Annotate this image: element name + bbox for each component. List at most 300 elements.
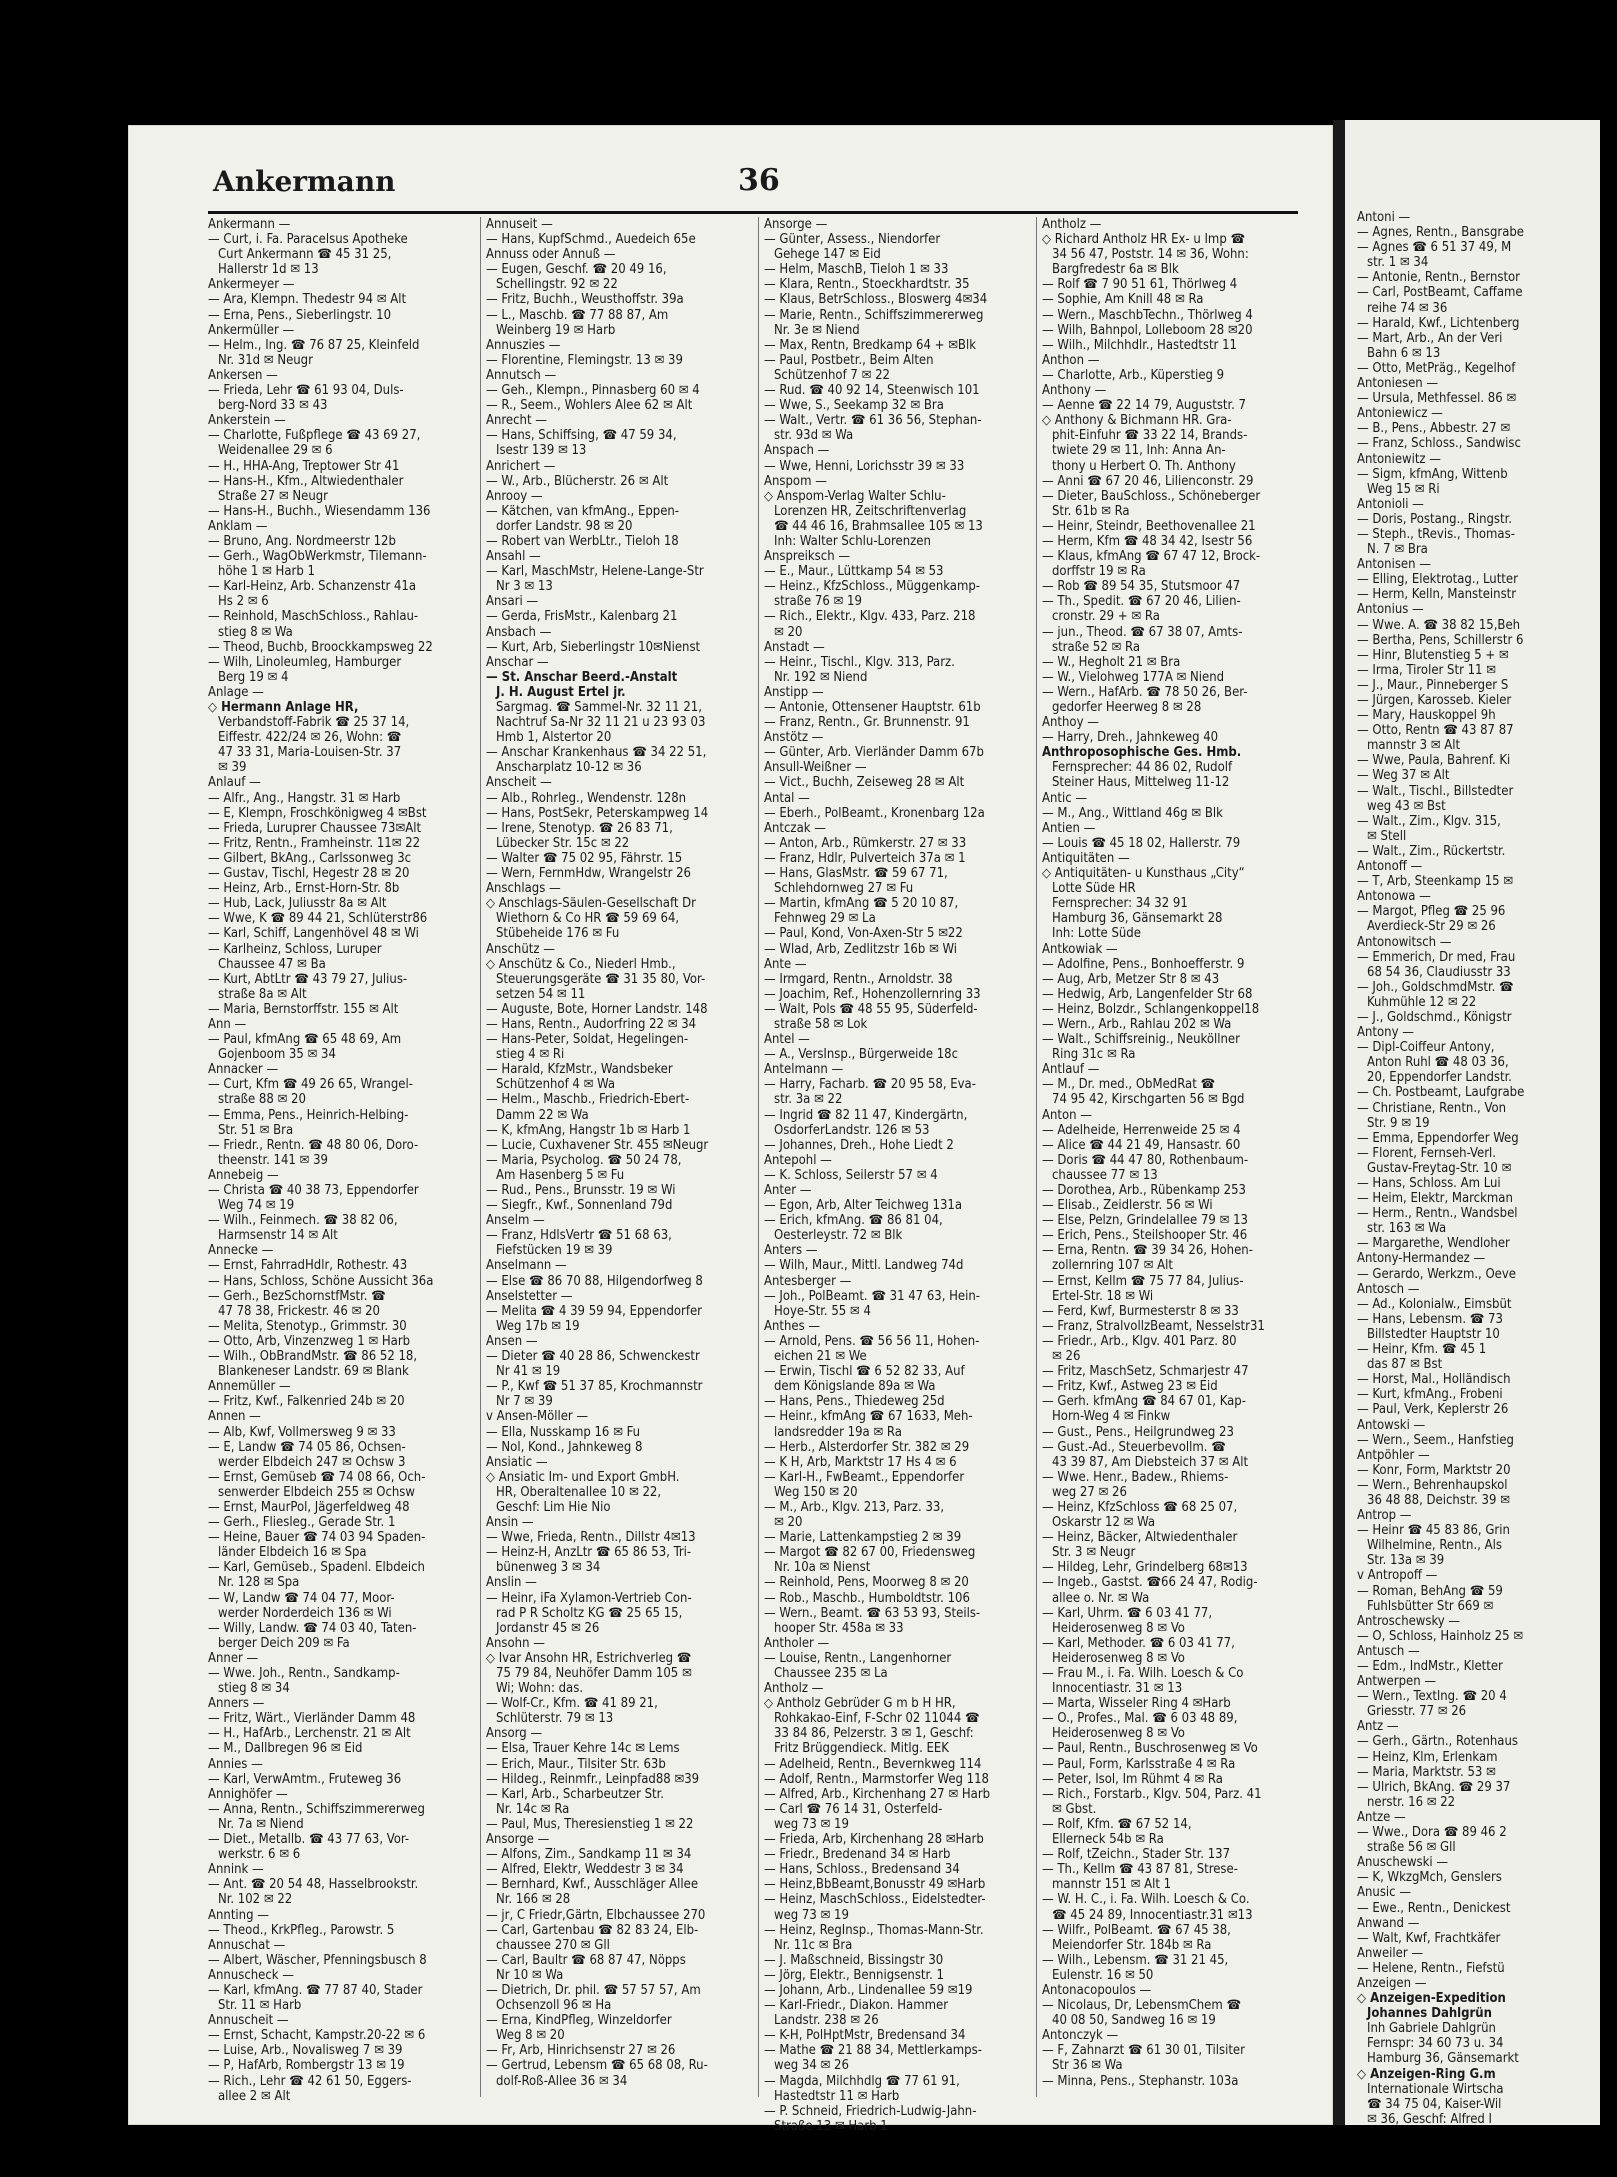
- directory-entry-line: Oesterleystr. 72 ✉ Blk: [774, 1228, 903, 1244]
- directory-entry-line: — Paul, Form, Karlsstraße 4 ✉ Ra: [1042, 1756, 1236, 1772]
- directory-entry-line: Antlauf —: [1042, 1062, 1100, 1078]
- directory-entry-line: — Wwe, K ☎ 89 44 21, Schlüterstr86: [208, 911, 428, 927]
- directory-entry-line: ✉ 20: [774, 1515, 803, 1531]
- directory-entry-line: — Karl, MaschMstr, Helene-Lange-Str: [486, 564, 704, 580]
- directory-entry-line: Anzeigen —: [1357, 1975, 1427, 1991]
- directory-entry-line: — Marie, Lattenkampstieg 2 ✉ 39: [764, 1530, 962, 1546]
- directory-entry-line: Straße 27 ✉ Neugr: [218, 488, 328, 504]
- directory-entry-line: Ann —: [208, 1016, 247, 1032]
- directory-entry-line: — Fritz, MaschSetz, Schmarjestr 47: [1042, 1364, 1249, 1380]
- directory-entry-line: ☎ 44 46 16, Brahmsallee 105 ✉ 13: [774, 518, 983, 534]
- directory-entry-line: — Dietrich, Dr. phil. ☎ 57 57 57, Am: [486, 1982, 701, 1998]
- directory-entry-line: — Reinhold, MaschSchloss., Rahlau-: [208, 609, 419, 625]
- directory-entry-line: — Wern., Arb., Rahlau 202 ✉ Wa: [1042, 1016, 1232, 1032]
- directory-entry-line: Johannes Dahlgrün: [1367, 2006, 1492, 2022]
- directory-entry-line: — Magda, Milchhdlg ☎ 77 61 91,: [764, 2073, 960, 2089]
- directory-entry-line: — Roman, BehAng ☎ 59: [1357, 1583, 1503, 1599]
- directory-entry-line: Str. 51 ✉ Bra: [218, 1122, 294, 1138]
- directory-entry-line: Weinberg 19 ✉ Harb: [496, 322, 616, 338]
- directory-entry-line: — Joachim, Ref., Hohenzollernring 33: [764, 986, 981, 1002]
- directory-column-4: [1042, 217, 1308, 2097]
- directory-entry-line: 36 48 88, Deichstr. 39 ✉: [1367, 1492, 1510, 1508]
- directory-entry-line: — Ch. Postbeamt, Laufgrabe: [1357, 1085, 1525, 1101]
- directory-entry-line: — Else, Pelzn, Grindelallee 79 ✉ 13: [1042, 1213, 1248, 1229]
- directory-entry-line: — Hans, Lebensm. ☎ 73: [1357, 1311, 1503, 1327]
- directory-entry-line: — Ant. ☎ 20 54 48, Hasselbrookstr.: [208, 1877, 419, 1893]
- column-divider: [480, 217, 481, 2097]
- directory-entry-line: — Christiane, Rentn., Von: [1357, 1100, 1507, 1116]
- directory-entry-line: — Sophie, Am Knill 48 ✉ Ra: [1042, 292, 1204, 308]
- directory-entry-line: — H., HHA-Ang, Treptower Str 41: [208, 458, 400, 474]
- directory-entry-line: berger Deich 209 ✉ Fa: [218, 1635, 350, 1651]
- directory-entry-line: — Rolf ☎ 7 90 51 61, Thörlweg 4: [1042, 277, 1238, 293]
- directory-entry-line: — Heinz, MaschSchloss., Eidelstedter-: [764, 1892, 986, 1908]
- directory-entry-line: — Erna, Rentn. ☎ 39 34 26, Hohen-: [1042, 1243, 1253, 1259]
- directory-entry-line: straße 88 ✉ 20: [218, 1092, 306, 1108]
- directory-entry-line: Nr 10 ✉ Wa: [496, 1967, 564, 1983]
- directory-entry-line: — Ursula, Methfessel. 86 ✉: [1357, 391, 1517, 407]
- directory-entry-line: — Hans-H., Kfm., Altwiedenthaler: [208, 473, 404, 489]
- directory-entry-line: — Gilbert, BkAng., Carlssonweg 3c: [208, 850, 412, 866]
- directory-entry-line: Ansen —: [486, 1333, 538, 1349]
- directory-entry-line: Str. 9 ✉ 19: [1367, 1115, 1430, 1131]
- directory-entry-line: Antiquitäten —: [1042, 850, 1130, 866]
- directory-entry-line: — Wwe. Joh., Rentn., Sandkamp-: [208, 1666, 400, 1681]
- directory-entry-line: Fuhlsbütter Str 669 ✉: [1367, 1598, 1494, 1614]
- directory-entry-line: — Heinz, Arb., Ernst-Horn-Str. 8b: [208, 881, 400, 897]
- directory-entry-line: — Alb., Rohrleg., Wendenstr. 128n: [486, 790, 687, 806]
- directory-entry-line: Straße 13 ✉ Harb 1: [774, 2118, 888, 2134]
- directory-entry-line: Ankermüller —: [208, 322, 295, 338]
- directory-entry-line: — Heinz, Bäcker, Altwiedenthaler: [1042, 1530, 1238, 1546]
- directory-entry-line: ◇ Ansiatic Im- und Export GmbH.: [486, 1469, 680, 1485]
- directory-entry-line: — Marie, Rentn., Schiffszimmererweg: [764, 307, 984, 323]
- directory-entry-line: Weg 17b ✉ 19: [496, 1318, 580, 1334]
- directory-entry-line: — Agnes ☎ 6 51 37 49, M: [1357, 240, 1512, 256]
- directory-entry-line: — Frieda, Arb, Kirchenhang 28 ✉Harb: [764, 1832, 984, 1848]
- directory-entry-line: ✉ Gbst.: [1052, 1801, 1097, 1817]
- directory-entry-line: v Antropoff —: [1357, 1568, 1438, 1584]
- directory-entry-line: — Alfr., Ang., Hangstr. 31 ✉ Harb: [208, 790, 401, 806]
- directory-entry-line: dorfer Landstr. 98 ✉ 20: [496, 518, 633, 534]
- directory-entry-line: Ansull-Weißner —: [764, 760, 867, 776]
- directory-entry-line: Lorenzen HR, Zeitschriftenverlag: [774, 503, 967, 519]
- directory-entry-line: — Paul, kfmAng ☎ 65 48 69, Am: [208, 1032, 402, 1048]
- directory-entry-line: — Karl, Gemüseb., Spadenl. Elbdeich: [208, 1560, 425, 1576]
- directory-entry-line: Annuss oder Annuß —: [486, 247, 616, 263]
- directory-entry-line: — Louise, Rentn., Langenhorner: [764, 1650, 952, 1666]
- directory-entry-line: 47 78 38, Frickestr. 46 ✉ 20: [218, 1303, 380, 1319]
- directory-entry-line: setzen 54 ✉ 11: [496, 986, 586, 1002]
- directory-entry-line: Antwerpen —: [1357, 1674, 1437, 1690]
- directory-entry-line: — Heinr, Kfm. ☎ 45 1: [1357, 1342, 1487, 1358]
- directory-entry-line: — Wwe. Henr., Badew., Rhiems-: [1042, 1469, 1229, 1485]
- directory-entry-line: — Eugen, Geschf. ☎ 20 49 16,: [486, 262, 667, 278]
- directory-entry-line: 20, Eppendorfer Landstr.: [1367, 1070, 1512, 1086]
- directory-entry-line: — Erich, Pens., Steilshooper Str. 46: [1042, 1228, 1248, 1244]
- directory-entry-line: straße 8a ✉ Alt: [218, 986, 307, 1002]
- directory-entry-line: — Nicolaus, Dr, LebensmChem ☎: [1042, 1998, 1242, 2014]
- directory-entry-line: Nr. 166 ✉ 28: [496, 1892, 571, 1908]
- directory-entry-line: Anlauf —: [208, 775, 261, 791]
- directory-entry-line: bünenweg 3 ✉ 34: [496, 1560, 601, 1576]
- directory-entry-line: 75 79 84, Neuhöfer Damm 105 ✉: [496, 1666, 692, 1681]
- directory-entry-line: Schlüterstr. 79 ✉ 13: [496, 1711, 614, 1727]
- directory-entry-line: — Wern., Seem., Hanfstieg: [1357, 1432, 1514, 1448]
- directory-entry-line: Fritz Brüggendieck. Mitlg. EEK: [774, 1741, 949, 1757]
- directory-entry-line: — Florent, Fernseh-Verl.: [1357, 1145, 1497, 1161]
- directory-entry-line: — Walt., Tischl., Billstedter: [1357, 783, 1514, 799]
- directory-entry-line: — Fritz, Wärt., Vierländer Damm 48: [208, 1711, 416, 1727]
- directory-entry-line: — Hans, PostSekr, Peterskampweg 14: [486, 805, 709, 821]
- directory-entry-line: — Wern., Behrenhaupskol: [1357, 1477, 1508, 1493]
- directory-entry-line: J. H. August Ertel jr.: [496, 684, 626, 700]
- directory-entry-line: Nr. 14c ✉ Ra: [496, 1801, 570, 1817]
- directory-entry-line: — Reinhold, Pens, Moorweg 8 ✉ 20: [764, 1575, 969, 1591]
- directory-entry-line: Anthroposophische Ges. Hmb.: [1042, 745, 1242, 761]
- directory-entry-line: — Fritz, Kwf., Falkenried 24b ✉ 20: [208, 1394, 405, 1410]
- directory-entry-line: Annecke —: [208, 1243, 274, 1259]
- directory-entry-line: Anthoy —: [1042, 715, 1099, 731]
- directory-entry-line: Str 36 ✉ Wa: [1052, 2058, 1123, 2074]
- directory-entry-line: — Fritz, Buchh., Weusthoffstr. 39a: [486, 292, 684, 308]
- directory-entry-line: — Ara, Klempn. Thedestr 94 ✉ Alt: [208, 292, 407, 308]
- directory-entry-line: — Charlotte, Arb., Küperstieg 9: [1042, 367, 1225, 383]
- directory-entry-line: — J. Maßschneid, Bissingstr 30: [764, 1952, 944, 1968]
- directory-entry-line: — Horst, Mal., Holländisch: [1357, 1372, 1511, 1388]
- directory-entry-line: Ansari —: [486, 594, 539, 610]
- directory-entry-line: Sargmag. ☎ Sammel-Nr. 32 11 21,: [496, 700, 702, 715]
- directory-entry-line: — K-H, PolHptMstr, Bredensand 34: [764, 2028, 966, 2044]
- directory-entry-line: Ansorge —: [486, 1832, 550, 1848]
- directory-entry-line: Heiderosenweg 8 ✉ Vo: [1052, 1650, 1185, 1666]
- directory-entry-line: werder Elbdeich 247 ✉ Ochsw 3: [218, 1454, 406, 1470]
- directory-entry-line: Anschütz —: [486, 941, 555, 957]
- directory-entry-line: — M., Arb., Klgv. 213, Parz. 33,: [764, 1499, 945, 1515]
- directory-entry-line: — Hedwig, Arb, Langenfelder Str 68: [1042, 986, 1253, 1002]
- directory-entry-line: — Herm, Kfm ☎ 48 34 42, Isestr 56: [1042, 533, 1253, 549]
- directory-entry-line: theenstr. 141 ✉ 39: [218, 1152, 328, 1168]
- directory-entry-line: 68 54 36, Claudiusstr 33: [1367, 964, 1511, 980]
- directory-entry-line: — Wern., HafArb. ☎ 78 50 26, Ber-: [1042, 684, 1248, 700]
- directory-entry-line: Anstadt —: [764, 639, 825, 655]
- directory-columns: [208, 217, 1300, 2134]
- directory-entry-line: — Ingrid ☎ 82 11 47, Kindergärtn,: [764, 1107, 968, 1123]
- directory-entry-line: — Ferd, Kwf, Burmesterstr 8 ✉ 33: [1042, 1303, 1239, 1319]
- directory-entry-line: Verbandstoff-Fabrik ☎ 25 37 14,: [218, 715, 410, 731]
- directory-entry-line: — Klara, Rentn., Stoeckhardtstr. 35: [764, 277, 970, 293]
- directory-entry-line: — Wilh., Feinmech. ☎ 38 82 06,: [208, 1213, 398, 1229]
- directory-entry-line: Internationale Wirtscha: [1367, 2081, 1504, 2097]
- directory-entry-line: — Wilfr., PolBeamt. ☎ 67 45 38,: [1042, 1922, 1231, 1938]
- directory-entry-line: — J., Goldschmd., Königstr: [1357, 1009, 1512, 1025]
- directory-entry-line: Annies —: [208, 1756, 263, 1772]
- directory-entry-line: Ansahl —: [486, 549, 541, 565]
- directory-entry-line: Steiner Haus, Mittelweg 11-12: [1052, 775, 1230, 791]
- directory-entry-line: das 87 ✉ Bst: [1367, 1357, 1443, 1373]
- directory-entry-line: — Walt, Pols ☎ 48 55 95, Süderfeld-: [764, 1001, 978, 1017]
- directory-entry-line: — Adolf, Rentn., Marmstorfer Weg 118: [764, 1771, 989, 1787]
- directory-entry-line: — Helm, MaschB, Tieloh 1 ✉ 33: [764, 262, 949, 278]
- directory-entry-line: chaussee 77 ✉ 13: [1052, 1167, 1158, 1183]
- directory-entry-line: Schützenhof 7 ✉ 22: [774, 367, 890, 383]
- directory-entry-line: Antholz —: [1042, 217, 1102, 232]
- directory-entry-line: — E, Klempn, Froschkönigweg 4 ✉Bst: [208, 805, 427, 821]
- directory-entry-line: Antony-Hermandez —: [1357, 1251, 1486, 1267]
- directory-entry-line: — Dieter ☎ 40 28 86, Schwenckestr: [486, 1349, 700, 1365]
- directory-entry-line: — Heinr., kfmAng ☎ 67 1633, Meh-: [764, 1409, 973, 1425]
- directory-entry-line: — Maria, Marktstr. 53 ✉: [1357, 1764, 1496, 1780]
- directory-entry-line: — Bernhard, Kwf., Ausschläger Allee: [486, 1877, 699, 1893]
- directory-entry-line: Anspach —: [764, 443, 830, 459]
- directory-entry-line: berg-Nord 33 ✉ 43: [218, 398, 328, 414]
- directory-entry-line: — Doris, Postang., Ringstr.: [1357, 511, 1512, 527]
- directory-entry-line: str. 3a ✉ 22: [774, 1092, 843, 1108]
- directory-entry-line: ◇ Antholz Gebrüder G m b H HR,: [764, 1696, 956, 1712]
- directory-entry-line: straße 56 ✉ Gll: [1367, 1840, 1456, 1856]
- directory-entry-line: OsdorferLandstr. 126 ✉ 53: [774, 1122, 930, 1138]
- directory-entry-line: Anlage —: [208, 684, 264, 700]
- directory-entry-line: mannstr 151 ✉ Alt 1: [1052, 1877, 1172, 1893]
- directory-entry-line: werkstr. 6 ✉ 6: [218, 1847, 301, 1863]
- directory-entry-line: Anschlags —: [486, 881, 561, 897]
- directory-entry-line: — Carl, PostBeamt, Caffame: [1357, 285, 1523, 301]
- directory-entry-line: — K, WkzgMch, Genslers: [1357, 1870, 1502, 1886]
- directory-entry-line: — Harry, Dreh., Jahnkeweg 40: [1042, 730, 1219, 746]
- directory-entry-line: Inh: Lotte Süde: [1052, 926, 1141, 942]
- directory-entry-line: — Th., Spedit. ☎ 67 20 46, Lilien-: [1042, 594, 1241, 610]
- directory-entry-line: Annemüller —: [208, 1379, 291, 1395]
- directory-entry-line: — Louis ☎ 45 18 02, Hallerstr. 79: [1042, 835, 1241, 851]
- directory-entry-line: — Heinr, Steindr, Beethovenallee 21: [1042, 518, 1256, 534]
- directory-entry-line: Anters —: [764, 1243, 818, 1259]
- directory-entry-line: Anstötz —: [764, 730, 824, 746]
- directory-entry-line: weg 73 ✉ 19: [774, 1816, 849, 1832]
- directory-entry-line: str. 1 ✉ 34: [1367, 255, 1429, 271]
- directory-entry-line: Gustav-Freytag-Str. 10 ✉: [1367, 1160, 1512, 1176]
- directory-entry-line: — Otto, Rentn ☎ 43 87 87: [1357, 723, 1514, 739]
- directory-entry-line: — Fritz, Rentn., Framheinstr. 11✉ 22: [208, 835, 421, 851]
- directory-entry-line: phit-Einfuhr ☎ 33 22 14, Brands-: [1052, 428, 1248, 444]
- directory-entry-line: — Hildeg., Reinmfr., Leinpfad88 ✉39: [486, 1771, 700, 1787]
- directory-entry-line: Ankerstein —: [208, 413, 286, 429]
- page-header: [213, 165, 1298, 205]
- directory-entry-line: Str. 3 ✉ Neugr: [1052, 1545, 1136, 1561]
- directory-entry-line: — Karl, Uhrm. ☎ 6 03 41 77,: [1042, 1605, 1213, 1621]
- directory-entry-line: — Eberh., PolBeamt., Kronenbarg 12a: [764, 805, 985, 821]
- directory-entry-line: Ansiatic —: [486, 1454, 548, 1470]
- directory-entry-line: — Erna, Pens., Sieberlingstr. 10: [208, 307, 392, 323]
- directory-entry-line: — Klaus, kfmAng ☎ 67 47 12, Brock-: [1042, 549, 1261, 565]
- directory-entry-line: ◇ Anschlags-Säulen-Gesellschaft Dr: [486, 896, 696, 912]
- directory-page: [128, 125, 1333, 2134]
- directory-entry-line: — Hinr, Blutenstieg 5 + ✉: [1357, 647, 1509, 663]
- directory-entry-line: reihe 74 ✉ 36: [1367, 300, 1448, 316]
- directory-entry-line: — Carl, Baultr ☎ 68 87 47, Nöpps: [486, 1952, 686, 1968]
- directory-entry-line: — K. Schloss, Seilerstr 57 ✉ 4: [764, 1167, 938, 1183]
- directory-entry-line: allee o. Nr. ✉ Wa: [1052, 1590, 1150, 1606]
- directory-entry-line: — Auguste, Bote, Horner Landstr. 148: [486, 1001, 708, 1017]
- directory-entry-line: Curt Ankermann ☎ 45 31 25,: [218, 247, 392, 263]
- directory-entry-line: — Bruno, Ang. Nordmeerstr 12b: [208, 533, 396, 549]
- directory-entry-line: Nr. 128 ✉ Spa: [218, 1575, 300, 1591]
- directory-entry-line: dorffstr 19 ✉ Ra: [1052, 564, 1146, 580]
- directory-entry-line: — Karl-H., FwBeamt., Eppendorfer: [764, 1469, 965, 1485]
- directory-entry-line: — Christa ☎ 40 38 73, Eppendorfer: [208, 1183, 419, 1198]
- directory-entry-line: — Gust.-Ad., Steuerbevollm. ☎: [1042, 1439, 1226, 1455]
- directory-entry-line: — Heinr, iFa Xylamon-Vertrieb Con-: [486, 1590, 692, 1606]
- running-head-keyword: Ankermann: [213, 165, 396, 198]
- adjacent-page: [1345, 120, 1600, 2125]
- directory-entry-line: — Karlheinz, Schloss, Luruper: [208, 941, 382, 957]
- directory-entry-line: Ankersen —: [208, 367, 278, 383]
- directory-entry-line: Anners —: [208, 1696, 265, 1712]
- directory-entry-line: Annuscheit —: [208, 2013, 289, 2029]
- page-number: 36: [738, 163, 780, 198]
- directory-entry-line: — Wern, FernmHdw, Wrangelstr 26: [486, 866, 691, 882]
- directory-entry-line: — Aug, Arb, Metzer Str 8 ✉ 43: [1042, 971, 1220, 987]
- directory-entry-line: Fernsprecher: 44 86 02, Rudolf: [1052, 760, 1233, 776]
- directory-entry-line: v Ansen-Möller —: [486, 1409, 589, 1425]
- directory-entry-line: Weg 74 ✉ 19: [218, 1198, 295, 1214]
- directory-entry-line: — Florentine, Flemingstr. 13 ✉ 39: [486, 352, 683, 368]
- directory-entry-line: — Geh., Klempn., Pinnasberg 60 ✉ 4: [486, 383, 700, 399]
- directory-entry-line: Ankermann —: [208, 217, 291, 232]
- directory-entry-line: Antpöhler —: [1357, 1447, 1430, 1463]
- directory-entry-line: — Gertrud, Lebensm ☎ 65 68 08, Ru-: [486, 2058, 708, 2074]
- directory-entry-line: Annink —: [208, 1862, 264, 1878]
- directory-entry-line: — Kurt, AbtLtr ☎ 43 79 27, Julius-: [208, 971, 408, 987]
- directory-entry-line: — Bertha, Pens, Schillerstr 6: [1357, 632, 1524, 648]
- directory-entry-line: senwerder Elbdeich 255 ✉ Ochsw: [218, 1484, 415, 1500]
- directory-entry-line: dem Königslande 89a ✉ Wa: [774, 1379, 936, 1395]
- directory-entry-line: — Ernst, Gemüseb ☎ 74 08 66, Och-: [208, 1469, 426, 1485]
- directory-entry-line: Bargfredestr 6a ✉ Blk: [1052, 262, 1179, 278]
- directory-entry-line: Heiderosenweg 8 ✉ Vo: [1052, 1726, 1185, 1742]
- directory-entry-line: — Wwe. A. ☎ 38 82 15,Beh: [1357, 617, 1521, 633]
- directory-entry-line: — Willy, Landw. ☎ 74 03 40, Taten-: [208, 1620, 417, 1636]
- directory-entry-line: — K, kfmAng, Hangstr 1b ✉ Harb 1: [486, 1122, 691, 1138]
- directory-entry-line: — Ingeb., Gastst. ☎66 24 47, Rodig-: [1042, 1575, 1258, 1591]
- directory-entry-line: — Walt., Zim., Rückertstr.: [1357, 843, 1506, 859]
- directory-entry-line: Annebeig —: [208, 1167, 279, 1183]
- directory-entry-line: — Hans, KupfSchmd., Auedeich 65e: [486, 232, 696, 248]
- directory-entry-line: — Marta, Wisseler Ring 4 ✉Harb: [1042, 1696, 1231, 1712]
- directory-entry-line: nerstr. 16 ✉ 22: [1367, 1794, 1456, 1810]
- directory-entry-line: Geschf: Lim Hie Nio: [496, 1499, 611, 1515]
- directory-entry-line: 40 08 50, Sandweg 16 ✉ 19: [1052, 2013, 1216, 2029]
- directory-entry-line: Antonowitsch —: [1357, 934, 1452, 950]
- directory-entry-line: — Gerh., WagObWerkmstr, Tilemann-: [208, 549, 427, 565]
- directory-entry-line: — Jürgen, Karosseb. Kieler: [1357, 693, 1512, 708]
- directory-entry-line: — Frieda, Luruprer Chaussee 73✉Alt: [208, 820, 422, 836]
- directory-entry-line: Innocentiastr. 31 ✉ 13: [1052, 1681, 1183, 1697]
- directory-entry-line: ☎ 45 24 89, Innocentiastr.31 ✉13: [1052, 1907, 1253, 1923]
- directory-entry-line: — Gustav, Tischl, Hegestr 28 ✉ 20: [208, 866, 410, 882]
- directory-entry-line: — O, Schloss, Hainholz 25 ✉: [1357, 1628, 1524, 1644]
- directory-entry-line: — W., Arb., Blücherstr. 26 ✉ Alt: [486, 473, 669, 489]
- directory-entry-line: Nr. 7a ✉ Niend: [218, 1816, 304, 1832]
- directory-entry-line: ✉ 39: [218, 760, 247, 776]
- directory-entry-line: — Klaus, BetrSchloss., Bloswerg 4✉34: [764, 292, 988, 308]
- directory-entry-line: stieg 8 ✉ 34: [218, 1681, 290, 1697]
- directory-entry-line: — Th., Kellm ☎ 43 87 81, Strese-: [1042, 1862, 1238, 1878]
- directory-entry-line: — Alfred, Arb., Kirchenhang 27 ✉ Harb: [764, 1786, 991, 1802]
- directory-entry-line: — Rob ☎ 89 54 35, Stutsmoor 47: [1042, 579, 1241, 595]
- directory-entry-line: — Wwe, Frieda, Rentn., Dillstr 4✉13: [486, 1530, 696, 1546]
- directory-entry-line: Antkowiak —: [1042, 941, 1118, 957]
- directory-entry-line: Anschar —: [486, 654, 549, 670]
- directory-entry-line: Anwand —: [1357, 1915, 1420, 1931]
- directory-entry-line: Annen —: [208, 1409, 261, 1425]
- directory-entry-line: — Rud. ☎ 40 92 14, Steenwisch 101: [764, 383, 980, 399]
- directory-entry-line: Anscharplatz 10-12 ✉ 36: [496, 760, 642, 776]
- directory-entry-line: weg 27 ✉ 26: [1052, 1484, 1127, 1500]
- directory-entry-line: 74 95 42, Kirschgarten 56 ✉ Bgd: [1052, 1092, 1245, 1108]
- directory-entry-line: länder Elbdeich 16 ✉ Spa: [218, 1545, 367, 1561]
- directory-entry-line: — Heinz., KfzSchloss., Müggenkamp-: [764, 579, 980, 595]
- directory-entry-line: — Ella, Nusskamp 16 ✉ Fu: [486, 1424, 641, 1440]
- directory-entry-line: — Irma, Tiroler Str 11 ✉: [1357, 662, 1496, 678]
- directory-entry-line: — Wlad, Arb, Zedlitzstr 16b ✉ Wi: [764, 941, 958, 957]
- directory-entry-line: Annting —: [208, 1907, 269, 1923]
- directory-entry-line: — P. Schneid, Friedrich-Ludwig-Jahn-: [764, 2103, 977, 2119]
- directory-entry-line: Annuseit —: [486, 217, 553, 232]
- directory-entry-line: — Maria, Bernstorffstr. 155 ✉ Alt: [208, 1001, 399, 1017]
- directory-entry-line: — Erich, Maur., Tilsiter Str. 63b: [486, 1756, 666, 1772]
- directory-entry-line: Fernsprecher: 34 32 91: [1052, 896, 1188, 912]
- directory-entry-line: Anselmann —: [486, 1258, 567, 1274]
- directory-entry-line: Hmb 1, Alstertor 20: [496, 730, 612, 746]
- directory-entry-line: — L., Maschb. ☎ 77 88 87, Am: [486, 307, 669, 323]
- directory-entry-line: höhe 1 ✉ Harb 1: [218, 564, 315, 580]
- directory-entry-line: Inh Gabriele Dahlgrün: [1367, 2021, 1496, 2037]
- directory-entry-line: — Emma, Pens., Heinrich-Helbing-: [208, 1107, 409, 1123]
- directory-entry-line: — Rob., Maschb., Humboldtstr. 106: [764, 1590, 970, 1606]
- directory-entry-line: — Hans-Peter, Soldat, Hegelingen-: [486, 1032, 689, 1048]
- directory-entry-line: — Wern., Beamt. ☎ 63 53 93, Steils-: [764, 1605, 981, 1621]
- directory-entry-line: — Luise, Arb., Novalisweg 7 ✉ 39: [208, 2043, 403, 2059]
- directory-entry-line: — Joh., GoldschmdMstr. ☎: [1357, 979, 1514, 995]
- directory-entry-line: — Heinz, Klm, Erlenkam: [1357, 1749, 1498, 1765]
- directory-entry-line: — Ernst, FahrradHdlr, Rothestr. 43: [208, 1258, 408, 1274]
- directory-entry-line: — W., Hegholt 21 ✉ Bra: [1042, 654, 1181, 670]
- directory-entry-line: — Paul, Postbetr., Beim Alten: [764, 352, 934, 368]
- directory-entry-line: straße 58 ✉ Lok: [774, 1016, 868, 1032]
- directory-entry-line: — Albert, Wäscher, Pfenningsbusch 8: [208, 1952, 427, 1968]
- directory-entry-line: Anrecht —: [486, 413, 547, 429]
- directory-entry-line: Antelmann —: [764, 1062, 844, 1078]
- directory-entry-line: — Ernst, MaurPol, Jägerfeldweg 48: [208, 1499, 410, 1515]
- directory-entry-line: Antonisen —: [1357, 557, 1431, 573]
- directory-entry-line: Anrooy —: [486, 488, 543, 504]
- directory-entry-line: Lotte Süde HR: [1052, 881, 1136, 897]
- directory-entry-line: — Edm., IndMstr., Kletter: [1357, 1659, 1503, 1674]
- directory-entry-line: Str. 13a ✉ 39: [1367, 1553, 1445, 1569]
- directory-entry-line: Anton Ruhl ☎ 48 03 36,: [1367, 1055, 1509, 1071]
- directory-entry-line: — Weg 37 ✉ Alt: [1357, 768, 1450, 784]
- directory-entry-line: Eulenstr. 16 ✉ 50: [1052, 1967, 1154, 1983]
- directory-entry-line: Gehege 147 ✉ Eid: [774, 247, 881, 263]
- directory-entry-line: — Fritz, Kwf., Astweg 23 ✉ Eid: [1042, 1379, 1218, 1395]
- directory-entry-line: 47 33 31, Maria-Louisen-Str. 37: [218, 745, 402, 761]
- directory-entry-line: — Else ☎ 86 70 88, Hilgendorfweg 8: [486, 1273, 703, 1289]
- directory-entry-line: ◇ Ivar Ansohn HR, Estrichverleg ☎: [486, 1650, 692, 1666]
- directory-entry-line: — Walt., Schiffsreinig., Neuköllner: [1042, 1032, 1240, 1048]
- directory-entry-line: Isestr 139 ✉ 13: [496, 443, 587, 459]
- directory-entry-line: — Anton, Arb., Rümkerstr. 27 ✉ 33: [764, 835, 967, 851]
- directory-entry-line: Heiderosenweg 8 ✉ Vo: [1052, 1620, 1185, 1636]
